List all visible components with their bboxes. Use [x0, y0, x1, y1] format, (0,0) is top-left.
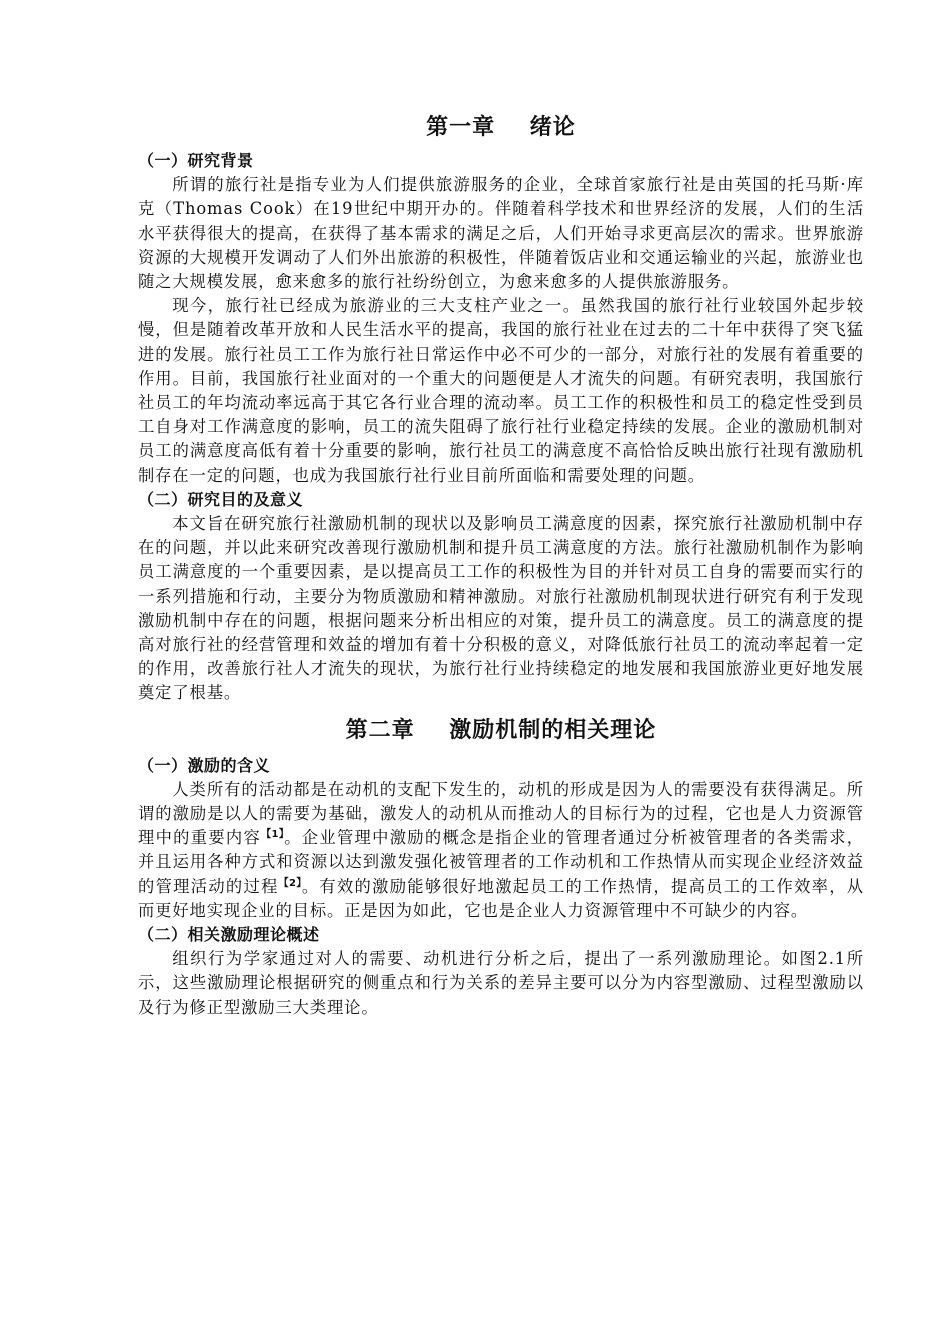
paragraph-background-1: 所谓的旅行社是指专业为人们提供旅游服务的企业，全球首家旅行社是由英国的托马斯·库克（Thomas Cook）在19世纪中期开办的。伴随着科学技术和世界经济的发展，人们的生活水平获得很大的提高，在获得了基本需求的满足之后，人们开始寻求更高层次的需求。世界旅游资源的大规模开发调动了人们外出旅游的积极性，伴随着饭店业和交通运输业的兴起，旅游业也随之大规模发展，愈来愈多的旅行社纷纷创立，为愈来愈多的人提供旅游服务。: [138, 175, 864, 291]
chapter-2-title: 第二章 激励机制的相关理论: [345, 717, 657, 743]
section-heading-incentive-meaning: （一）激励的含义: [138, 755, 271, 775]
chapter-1-title: 第一章 绪论: [426, 115, 576, 140]
paragraph-incentive-meaning: [138, 778, 864, 923]
paragraph-text-part: 人类所有的活动都是在动机的支配下发生的，动机的形成是因为人的需要没有获得满足。所谓的激励是以人的需要为基础，激发人的动机从而推动人的目标行为的过程，它也是人力资源管理中的重要内容: [138, 779, 864, 848]
paragraph-theory-overview: 组织行为学家通过对人的需要、动机进行分析之后，提出了一系列激励理论。如图2.1所示，这些激励理论根据研究的侧重点和行为关系的差异主要可以分为内容型激励、过程型激励以及行为修正型激励三大类理论。: [138, 949, 864, 1017]
paragraph-text-part: 。企业管理中激励的概念是指企业的管理者通过分析被管理者的各类需求，并且运用各种方式和资源以达到激发强化被管理者的工作动机和工作热情从而实现企业经济效益的管理活动的过程: [138, 828, 864, 896]
section-heading-research-background: （一）研究背景: [138, 151, 254, 170]
citation-ref-1: 【1】: [261, 829, 285, 841]
section-heading-theory-overview: （二）相关激励理论概述: [138, 925, 320, 945]
citation-ref-2: 【2】: [278, 877, 302, 889]
paragraph-purpose-1: 本文旨在研究旅行社激励机制的现状以及影响员工满意度的因素，探究旅行社激励机制中存在的问题，并以此来研究改善现行激励机制和提升员工满意度的方法。旅行社激励机制作为影响员工满意度的一个重要因素，是以提高员工工作的积极性为目的并针对员工自身的需要而实行的一系列措施和行动，主要分为物质激励和精神激励。对旅行社激励机制现状进行研究有利于发现激励机制中存在的问题，根据问题来分析出相应的对策，提升员工的满意度。员工的满意度的提高对旅行社的经营管理和效益的增加有着十分积极的意义，对降低旅行社员工的流动率起着一定的作用，改善旅行社人才流失的现状，为旅行社行业持续稳定的地发展和我国旅游业更好地发展奠定了根基。: [138, 514, 864, 703]
paragraph-background-2: 现今，旅行社已经成为旅游业的三大支柱产业之一。虽然我国的旅行社行业较国外起步较慢，但是随着改革开放和人民生活水平的提高，我国的旅行社业在过去的二十年中获得了突飞猛进的发展。旅行社员工工作为旅行社日常运作中必不可少的一部分，对旅行社的发展有着重要的作用。目前，我国旅行社业面对的一个重大的问题便是人才流失的问题。有研究表明，我国旅行社员工的年均流动率远高于其它各行业合理的流动率。员工工作的积极性和员工的稳定性受到员工自身对工作满意度的影响，员工的流失阻碍了旅行社行业稳定持续的发展。企业的激励机制对员工的满意度高低有着十分重要的影响，旅行社员工的满意度不高恰恰反映出旅行社现有激励机制存在一定的问题，也成为我国旅行社行业目前所面临和需要处理的问题。: [138, 296, 864, 485]
section-heading-research-purpose: （二）研究目的及意义: [138, 489, 304, 509]
page-content: [138, 111, 864, 1020]
paragraph-text-part: 。有效的激励能够很好地激起员工的工作热情，提高员工的工作效率，从而更好地实现企业的目标。正是因为如此，它也是企业人力资源管理中不可缺少的内容。: [138, 876, 864, 920]
